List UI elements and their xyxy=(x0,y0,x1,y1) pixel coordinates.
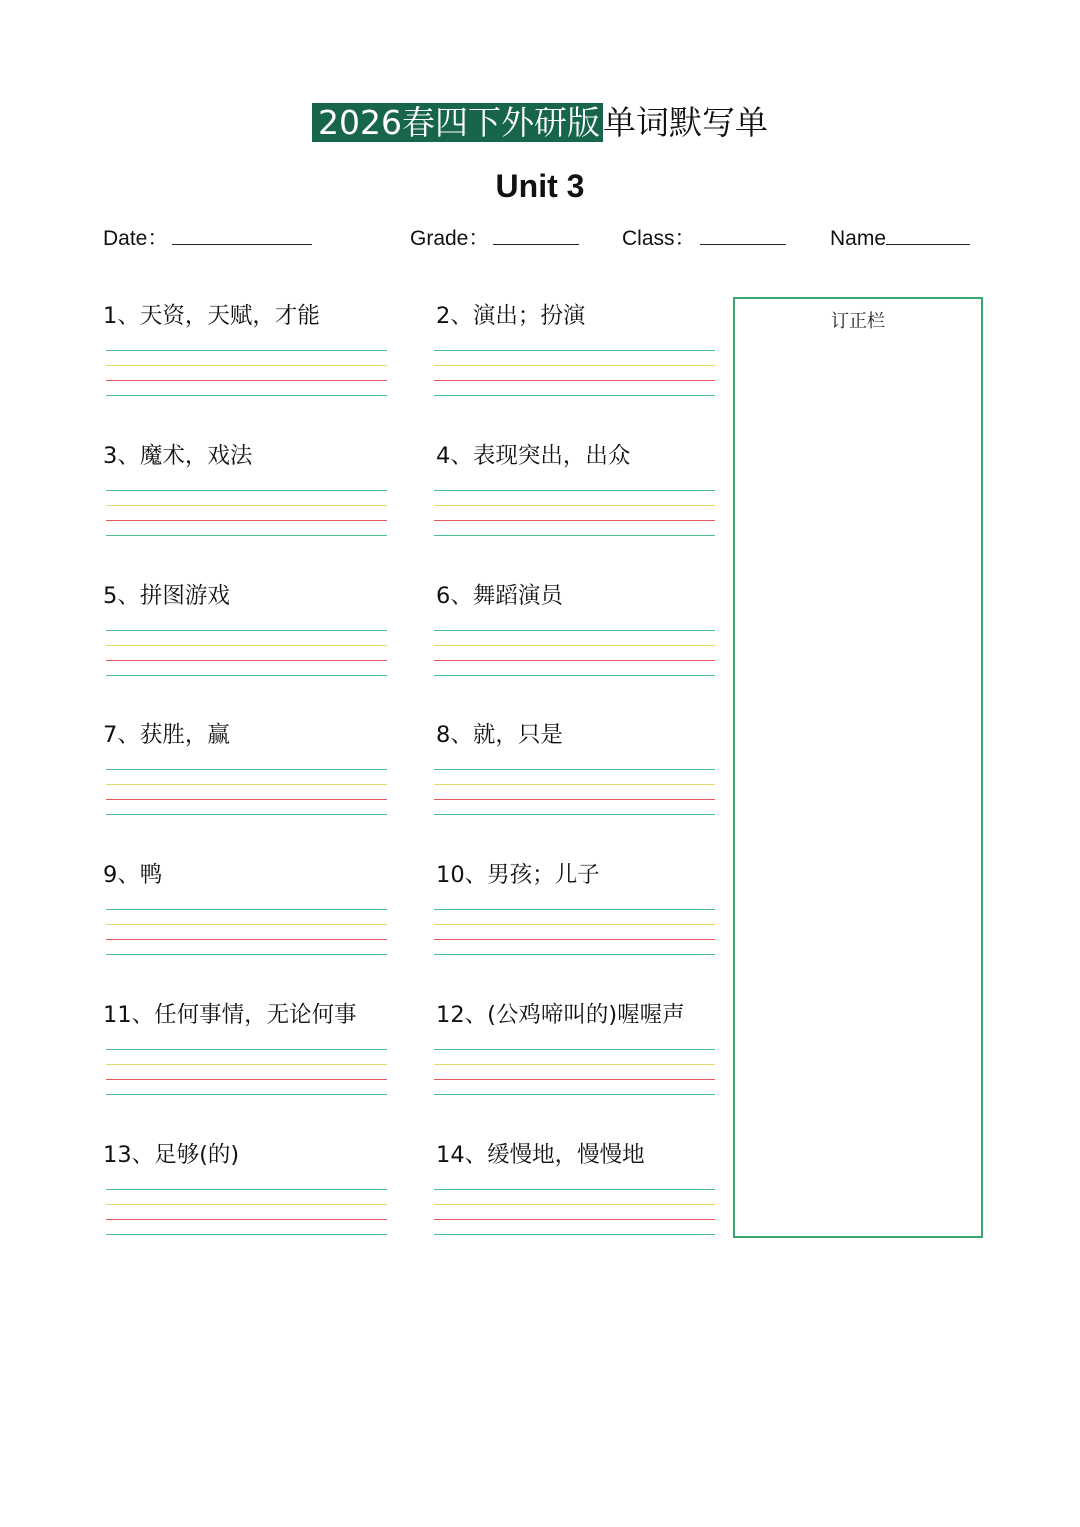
writing-line xyxy=(106,645,387,646)
item-label: 14、缓慢地，慢慢地 xyxy=(436,1141,645,1168)
writing-line xyxy=(106,505,387,506)
writing-line xyxy=(106,769,387,770)
name-field xyxy=(830,222,970,254)
grade-blank[interactable] xyxy=(493,222,579,245)
item-label: 9、鸭 xyxy=(103,862,163,889)
item-label: 8、就，只是 xyxy=(436,722,563,749)
writing-line xyxy=(434,660,715,661)
writing-line xyxy=(106,365,387,366)
writing-line xyxy=(106,490,387,491)
name-label: Name xyxy=(830,227,887,250)
grade-field xyxy=(410,222,579,254)
item-label: 12、(公鸡啼叫的)喔喔声 xyxy=(436,1002,685,1028)
writing-line xyxy=(106,630,387,631)
item-label: 11、任何事情，无论何事 xyxy=(103,1002,357,1028)
writing-line xyxy=(434,490,715,491)
writing-line xyxy=(106,909,387,910)
writing-line xyxy=(434,350,715,351)
item-label: 1、天资，天赋，才能 xyxy=(103,303,320,329)
writing-line xyxy=(106,520,387,521)
writing-line[interactable] xyxy=(106,814,387,815)
writing-line xyxy=(434,939,715,940)
writing-line xyxy=(434,520,715,521)
writing-line xyxy=(106,350,387,351)
writing-line xyxy=(106,1079,387,1080)
writing-line xyxy=(434,380,715,381)
writing-line[interactable] xyxy=(106,1094,387,1095)
title-rest: 单词默写单 xyxy=(602,103,768,142)
writing-line[interactable] xyxy=(434,814,715,815)
item-label: 6、舞蹈演员 xyxy=(436,582,563,609)
item-label: 7、获胜，赢 xyxy=(103,722,230,749)
writing-line xyxy=(434,1064,715,1065)
writing-line[interactable] xyxy=(434,535,715,536)
writing-line xyxy=(106,939,387,940)
item-label: 10、男孩；儿子 xyxy=(436,862,600,889)
writing-line xyxy=(434,1219,715,1220)
writing-line[interactable] xyxy=(434,395,715,396)
writing-line[interactable] xyxy=(106,954,387,955)
writing-line xyxy=(434,1204,715,1205)
writing-line[interactable] xyxy=(434,1234,715,1235)
unit-subtitle: Unit 3 xyxy=(495,168,585,204)
writing-line xyxy=(434,1079,715,1080)
writing-line[interactable] xyxy=(106,395,387,396)
writing-line xyxy=(434,924,715,925)
page-title xyxy=(0,97,1080,149)
class-blank[interactable] xyxy=(700,222,786,245)
writing-line xyxy=(106,1049,387,1050)
writing-line[interactable] xyxy=(106,1234,387,1235)
writing-line xyxy=(106,1189,387,1190)
grade-label: Grade： xyxy=(410,227,490,250)
title-highlight: 2026春四下外研版 xyxy=(312,103,603,142)
writing-line[interactable] xyxy=(434,675,715,676)
writing-line xyxy=(106,660,387,661)
writing-line xyxy=(434,909,715,910)
correction-title: 订正栏 xyxy=(831,311,885,332)
writing-line xyxy=(434,784,715,785)
writing-line xyxy=(434,505,715,506)
class-field xyxy=(622,222,786,254)
writing-line xyxy=(106,380,387,381)
writing-line[interactable] xyxy=(434,1094,715,1095)
writing-line xyxy=(434,1189,715,1190)
writing-line xyxy=(434,645,715,646)
writing-line xyxy=(106,924,387,925)
item-label: 3、魔术，戏法 xyxy=(103,442,253,469)
writing-line xyxy=(106,799,387,800)
writing-line xyxy=(434,799,715,800)
item-label: 4、表现突出，出众 xyxy=(436,442,631,469)
item-label: 2、演出；扮演 xyxy=(436,303,586,329)
writing-line xyxy=(106,1219,387,1220)
writing-line xyxy=(106,1204,387,1205)
class-label: Class： xyxy=(622,227,696,250)
item-label: 13、足够(的) xyxy=(103,1141,240,1168)
writing-line xyxy=(434,365,715,366)
writing-line xyxy=(434,1049,715,1050)
correction-box[interactable] xyxy=(733,297,983,1238)
writing-line xyxy=(106,784,387,785)
writing-line[interactable] xyxy=(434,954,715,955)
writing-line[interactable] xyxy=(106,535,387,536)
writing-line xyxy=(434,630,715,631)
date-label: Date： xyxy=(103,227,169,250)
writing-line xyxy=(434,769,715,770)
writing-line[interactable] xyxy=(106,675,387,676)
item-label: 5、拼图游戏 xyxy=(103,582,230,609)
writing-line xyxy=(106,1064,387,1065)
name-blank[interactable] xyxy=(886,222,970,245)
date-field xyxy=(103,222,312,254)
date-blank[interactable] xyxy=(172,222,312,245)
